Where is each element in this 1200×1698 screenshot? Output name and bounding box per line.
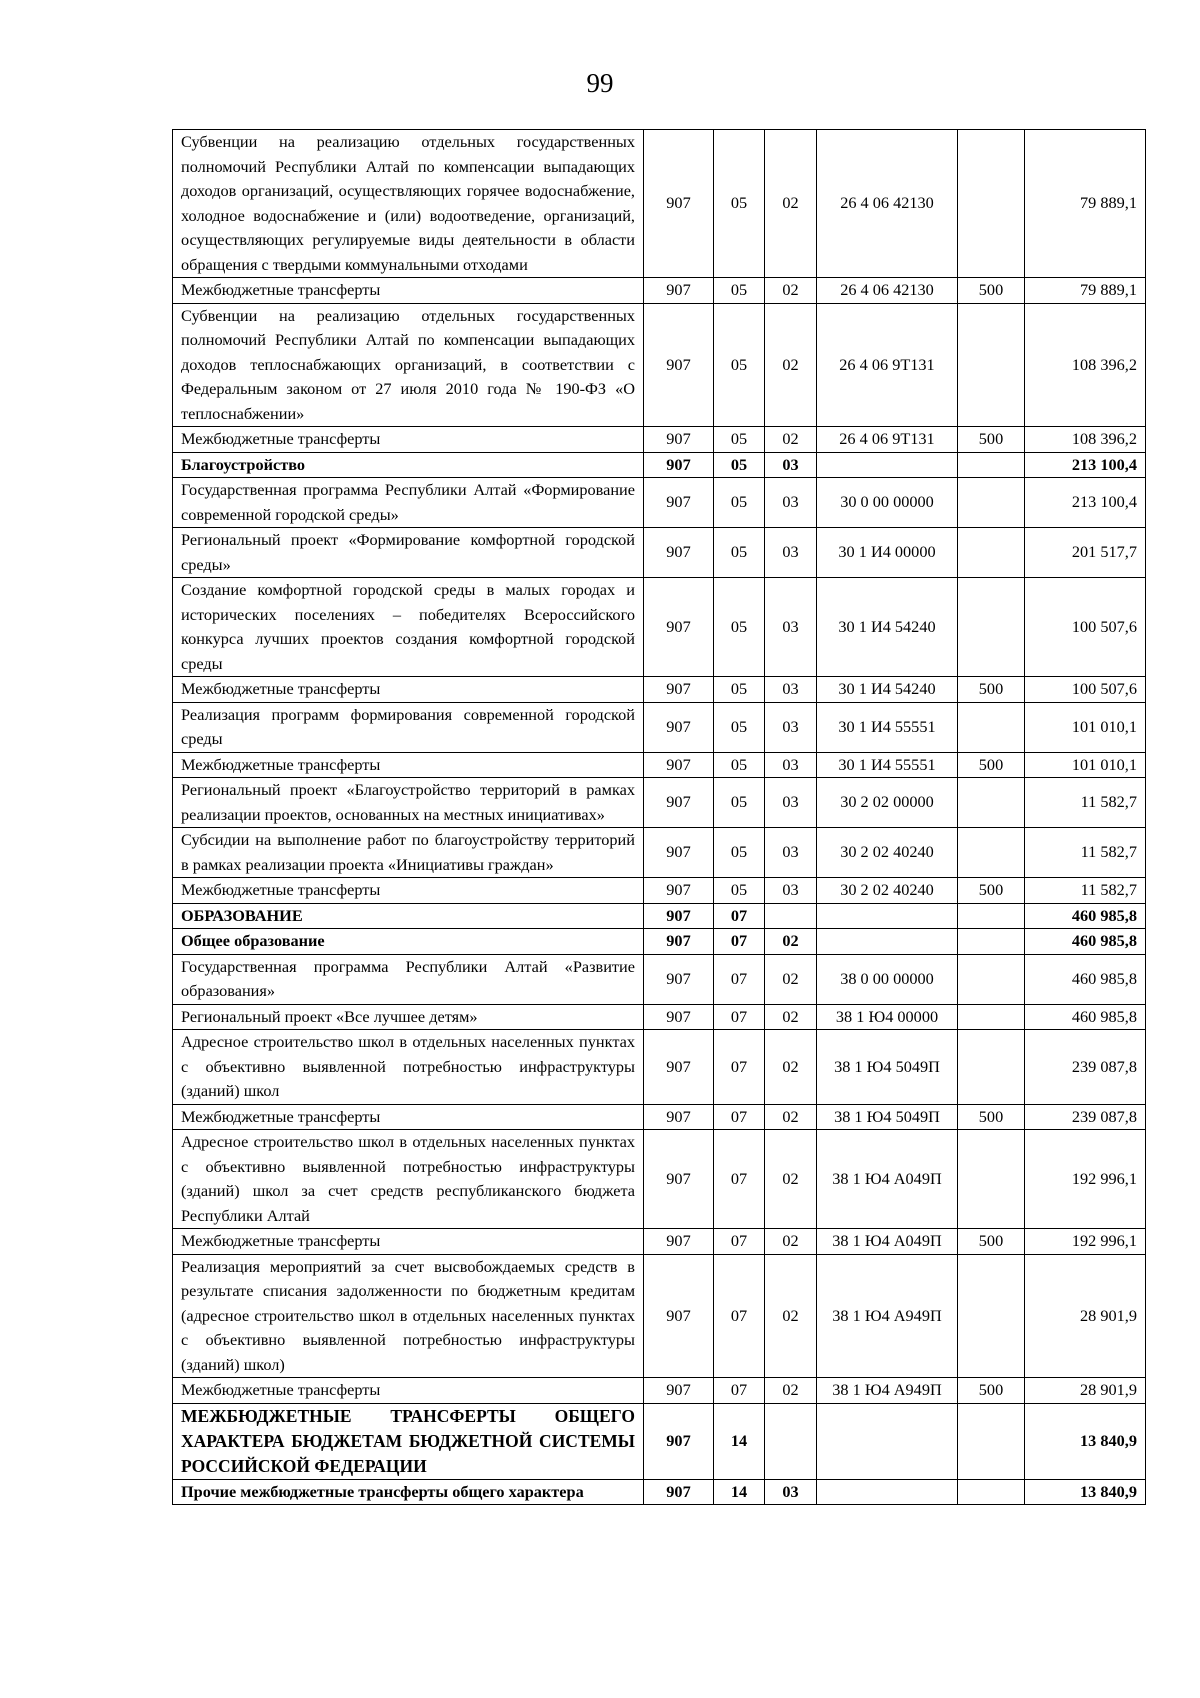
row-target-article-code: 38 1 Ю4 5049П	[817, 1104, 958, 1130]
table-row	[173, 778, 1146, 828]
row-target-article-code: 30 1 И4 55551	[817, 752, 958, 778]
row-name: Межбюджетные трансферты	[173, 1104, 644, 1130]
row-amount: 460 985,8	[1025, 954, 1146, 1004]
row-section-code: 05	[714, 828, 765, 878]
row-name: ОБРАЗОВАНИЕ	[173, 903, 644, 929]
row-subsection-code: 02	[765, 1104, 817, 1130]
row-section-code: 05	[714, 578, 765, 677]
row-target-article-code	[817, 1479, 958, 1505]
row-subsection-code: 02	[765, 130, 817, 278]
row-section-code: 05	[714, 878, 765, 904]
row-section-code: 05	[714, 478, 765, 528]
row-expense-type-code	[958, 578, 1025, 677]
row-grbs-code: 907	[644, 954, 714, 1004]
row-subsection-code: 03	[765, 452, 817, 478]
row-name: Межбюджетные трансферты	[173, 752, 644, 778]
row-subsection-code: 03	[765, 578, 817, 677]
row-section-code: 05	[714, 427, 765, 453]
table-row	[173, 878, 1146, 904]
row-name: Межбюджетные трансферты	[173, 878, 644, 904]
row-subsection-code	[765, 903, 817, 929]
row-section-code: 05	[714, 452, 765, 478]
row-name: Региональный проект «Благоустройство территорий в рамках реализации проектов, основанных на местных инициативах»	[173, 778, 644, 828]
row-target-article-code	[817, 929, 958, 955]
row-amount: 213 100,4	[1025, 478, 1146, 528]
row-target-article-code: 30 2 02 40240	[817, 828, 958, 878]
row-amount: 101 010,1	[1025, 752, 1146, 778]
row-expense-type-code: 500	[958, 752, 1025, 778]
table-row	[173, 427, 1146, 453]
row-subsection-code: 02	[765, 929, 817, 955]
row-grbs-code: 907	[644, 528, 714, 578]
row-target-article-code: 38 1 Ю4 5049П	[817, 1030, 958, 1105]
row-section-code: 05	[714, 677, 765, 703]
row-expense-type-code	[958, 1004, 1025, 1030]
row-amount: 11 582,7	[1025, 878, 1146, 904]
row-expense-type-code	[958, 903, 1025, 929]
row-amount: 100 507,6	[1025, 578, 1146, 677]
row-target-article-code: 30 0 00 00000	[817, 478, 958, 528]
row-section-code: 07	[714, 1378, 765, 1404]
row-section-code: 14	[714, 1479, 765, 1505]
row-subsection-code: 03	[765, 1479, 817, 1505]
table-row	[173, 1479, 1146, 1505]
row-name: Адресное строительство школ в отдельных населенных пунктах с объективно выявленной потребностью инфраструктуры (зданий) школ	[173, 1030, 644, 1105]
row-expense-type-code	[958, 1403, 1025, 1479]
row-expense-type-code: 500	[958, 278, 1025, 304]
row-grbs-code: 907	[644, 1403, 714, 1479]
table-row	[173, 954, 1146, 1004]
row-target-article-code	[817, 1403, 958, 1479]
row-section-code: 07	[714, 1229, 765, 1255]
table-row	[173, 929, 1146, 955]
row-target-article-code: 30 1 И4 54240	[817, 677, 958, 703]
table-row	[173, 903, 1146, 929]
row-grbs-code: 907	[644, 828, 714, 878]
row-amount: 108 396,2	[1025, 303, 1146, 427]
row-expense-type-code	[958, 1030, 1025, 1105]
row-grbs-code: 907	[644, 452, 714, 478]
row-target-article-code	[817, 903, 958, 929]
row-amount: 460 985,8	[1025, 929, 1146, 955]
row-expense-type-code	[958, 828, 1025, 878]
table-row	[173, 702, 1146, 752]
table-row	[173, 303, 1146, 427]
row-target-article-code: 26 4 06 42130	[817, 278, 958, 304]
row-grbs-code: 907	[644, 903, 714, 929]
table-row	[173, 528, 1146, 578]
row-grbs-code: 907	[644, 1030, 714, 1105]
row-target-article-code: 30 2 02 40240	[817, 878, 958, 904]
row-target-article-code: 30 2 02 00000	[817, 778, 958, 828]
table-row	[173, 578, 1146, 677]
row-subsection-code: 02	[765, 1229, 817, 1255]
row-grbs-code: 907	[644, 778, 714, 828]
row-name: Субвенции на реализацию отдельных государственных полномочий Республики Алтай по компенсации выпадающих доходов теплоснабжающих организаций, в соответствии с Федеральным законом от 27 июля 2010 года № 190-ФЗ «О теплоснабжении»	[173, 303, 644, 427]
row-expense-type-code: 500	[958, 427, 1025, 453]
row-name: Межбюджетные трансферты	[173, 278, 644, 304]
row-amount: 108 396,2	[1025, 427, 1146, 453]
table-row	[173, 1104, 1146, 1130]
row-subsection-code: 02	[765, 1030, 817, 1105]
row-grbs-code: 907	[644, 478, 714, 528]
row-amount: 213 100,4	[1025, 452, 1146, 478]
row-amount: 28 901,9	[1025, 1378, 1146, 1404]
row-subsection-code: 03	[765, 752, 817, 778]
row-subsection-code: 02	[765, 278, 817, 304]
row-section-code: 07	[714, 1030, 765, 1105]
table-row	[173, 130, 1146, 278]
row-expense-type-code	[958, 452, 1025, 478]
row-section-code: 05	[714, 130, 765, 278]
row-grbs-code: 907	[644, 1254, 714, 1378]
row-name: Региональный проект «Все лучшее детям»	[173, 1004, 644, 1030]
row-amount: 101 010,1	[1025, 702, 1146, 752]
row-section-code: 07	[714, 1254, 765, 1378]
row-name: Региональный проект «Формирование комфортной городской среды»	[173, 528, 644, 578]
row-expense-type-code	[958, 778, 1025, 828]
row-subsection-code: 02	[765, 1254, 817, 1378]
row-target-article-code: 30 1 И4 55551	[817, 702, 958, 752]
row-name: Субвенции на реализацию отдельных государственных полномочий Республики Алтай по компенсации выпадающих доходов организаций, осуществляющих горячее водоснабжение, холодное водоснабжение и (или) водоотведение, организаций, осуществляющих регулируемые виды деятельности в области обращения с твердыми коммунальными отходами	[173, 130, 644, 278]
row-target-article-code: 30 1 И4 00000	[817, 528, 958, 578]
row-grbs-code: 907	[644, 1378, 714, 1404]
row-subsection-code: 02	[765, 1130, 817, 1229]
row-amount: 11 582,7	[1025, 778, 1146, 828]
row-grbs-code: 907	[644, 1004, 714, 1030]
page-number: 99	[586, 68, 614, 98]
row-target-article-code	[817, 452, 958, 478]
budget-table	[172, 129, 1146, 1505]
row-subsection-code	[765, 1403, 817, 1479]
row-expense-type-code: 500	[958, 677, 1025, 703]
row-section-code: 14	[714, 1403, 765, 1479]
row-expense-type-code	[958, 1479, 1025, 1505]
table-row	[173, 452, 1146, 478]
row-name: Реализация мероприятий за счет высвобождаемых средств в результате списания задолженности по бюджетным кредитам (адресное строительство школ в отдельных населенных пунктах с объективно выявленной потребностью инфраструктуры (зданий) школ)	[173, 1254, 644, 1378]
row-target-article-code: 38 1 Ю4 00000	[817, 1004, 958, 1030]
row-target-article-code: 38 0 00 00000	[817, 954, 958, 1004]
row-section-code: 05	[714, 778, 765, 828]
row-target-article-code: 38 1 Ю4 А949П	[817, 1378, 958, 1404]
row-subsection-code: 03	[765, 702, 817, 752]
row-subsection-code: 03	[765, 677, 817, 703]
row-section-code: 07	[714, 954, 765, 1004]
table-row	[173, 1254, 1146, 1378]
row-amount: 79 889,1	[1025, 130, 1146, 278]
table-row	[173, 1378, 1146, 1404]
row-subsection-code: 03	[765, 878, 817, 904]
row-amount: 239 087,8	[1025, 1030, 1146, 1105]
row-subsection-code: 03	[765, 778, 817, 828]
row-amount: 192 996,1	[1025, 1229, 1146, 1255]
row-section-code: 07	[714, 903, 765, 929]
row-name: Общее образование	[173, 929, 644, 955]
budget-table-body	[173, 130, 1146, 1505]
row-expense-type-code	[958, 929, 1025, 955]
row-expense-type-code	[958, 130, 1025, 278]
row-name: Прочие межбюджетные трансферты общего характера	[173, 1479, 644, 1505]
row-name: Государственная программа Республики Алтай «Развитие образования»	[173, 954, 644, 1004]
row-grbs-code: 907	[644, 677, 714, 703]
row-expense-type-code: 500	[958, 1104, 1025, 1130]
table-row	[173, 1403, 1146, 1479]
row-amount: 28 901,9	[1025, 1254, 1146, 1378]
row-subsection-code: 03	[765, 478, 817, 528]
row-target-article-code: 30 1 И4 54240	[817, 578, 958, 677]
row-name: МЕЖБЮДЖЕТНЫЕ ТРАНСФЕРТЫ ОБЩЕГО ХАРАКТЕРА БЮДЖЕТАМ БЮДЖЕТНОЙ СИСТЕМЫ РОССИЙСКОЙ ФЕДЕРАЦИИ	[173, 1403, 644, 1479]
table-row	[173, 1004, 1146, 1030]
row-name: Благоустройство	[173, 452, 644, 478]
row-amount: 79 889,1	[1025, 278, 1146, 304]
row-amount: 239 087,8	[1025, 1104, 1146, 1130]
row-expense-type-code	[958, 954, 1025, 1004]
row-section-code: 05	[714, 752, 765, 778]
row-section-code: 05	[714, 702, 765, 752]
row-target-article-code: 38 1 Ю4 А049П	[817, 1229, 958, 1255]
row-amount: 100 507,6	[1025, 677, 1146, 703]
row-name: Межбюджетные трансферты	[173, 1229, 644, 1255]
row-section-code: 07	[714, 1130, 765, 1229]
row-name: Адресное строительство школ в отдельных населенных пунктах с объективно выявленной потребностью инфраструктуры (зданий) школ за счет средств республиканского бюджета Республики Алтай	[173, 1130, 644, 1229]
row-subsection-code: 03	[765, 528, 817, 578]
row-expense-type-code	[958, 303, 1025, 427]
row-grbs-code: 907	[644, 929, 714, 955]
row-subsection-code: 02	[765, 954, 817, 1004]
row-expense-type-code	[958, 528, 1025, 578]
row-grbs-code: 907	[644, 130, 714, 278]
table-row	[173, 278, 1146, 304]
row-name: Реализация программ формирования современной городской среды	[173, 702, 644, 752]
table-row	[173, 752, 1146, 778]
row-name: Межбюджетные трансферты	[173, 677, 644, 703]
row-grbs-code: 907	[644, 1130, 714, 1229]
table-row	[173, 478, 1146, 528]
row-grbs-code: 907	[644, 278, 714, 304]
table-row	[173, 677, 1146, 703]
row-amount: 192 996,1	[1025, 1130, 1146, 1229]
table-row	[173, 828, 1146, 878]
table-row	[173, 1229, 1146, 1255]
row-grbs-code: 907	[644, 1104, 714, 1130]
row-target-article-code: 26 4 06 9Т131	[817, 427, 958, 453]
row-name: Межбюджетные трансферты	[173, 427, 644, 453]
row-section-code: 07	[714, 929, 765, 955]
row-target-article-code: 38 1 Ю4 А949П	[817, 1254, 958, 1378]
row-expense-type-code	[958, 702, 1025, 752]
row-amount: 11 582,7	[1025, 828, 1146, 878]
row-subsection-code: 02	[765, 1378, 817, 1404]
row-amount: 460 985,8	[1025, 903, 1146, 929]
row-expense-type-code: 500	[958, 1229, 1025, 1255]
row-name: Субсидии на выполнение работ по благоустройству территорий в рамках реализации проекта «Инициативы граждан»	[173, 828, 644, 878]
row-grbs-code: 907	[644, 878, 714, 904]
row-name: Государственная программа Республики Алтай «Формирование современной городской среды»	[173, 478, 644, 528]
row-name: Создание комфортной городской среды в малых городах и исторических поселениях – победителях Всероссийского конкурса лучших проектов создания комфортной городской среды	[173, 578, 644, 677]
row-grbs-code: 907	[644, 702, 714, 752]
row-subsection-code: 02	[765, 427, 817, 453]
row-section-code: 07	[714, 1104, 765, 1130]
row-grbs-code: 907	[644, 427, 714, 453]
row-target-article-code: 26 4 06 42130	[817, 130, 958, 278]
table-row	[173, 1030, 1146, 1105]
row-section-code: 07	[714, 1004, 765, 1030]
row-grbs-code: 907	[644, 303, 714, 427]
row-section-code: 05	[714, 303, 765, 427]
row-expense-type-code: 500	[958, 878, 1025, 904]
row-name: Межбюджетные трансферты	[173, 1378, 644, 1404]
row-grbs-code: 907	[644, 578, 714, 677]
row-section-code: 05	[714, 278, 765, 304]
row-amount: 460 985,8	[1025, 1004, 1146, 1030]
row-grbs-code: 907	[644, 1229, 714, 1255]
row-target-article-code: 26 4 06 9Т131	[817, 303, 958, 427]
row-expense-type-code: 500	[958, 1378, 1025, 1404]
row-target-article-code: 38 1 Ю4 А049П	[817, 1130, 958, 1229]
row-expense-type-code	[958, 1130, 1025, 1229]
row-subsection-code: 02	[765, 1004, 817, 1030]
row-expense-type-code	[958, 1254, 1025, 1378]
row-amount: 201 517,7	[1025, 528, 1146, 578]
row-section-code: 05	[714, 528, 765, 578]
row-amount: 13 840,9	[1025, 1479, 1146, 1505]
row-grbs-code: 907	[644, 752, 714, 778]
row-expense-type-code	[958, 478, 1025, 528]
row-grbs-code: 907	[644, 1479, 714, 1505]
row-subsection-code: 02	[765, 303, 817, 427]
row-amount: 13 840,9	[1025, 1403, 1146, 1479]
row-subsection-code: 03	[765, 828, 817, 878]
table-row	[173, 1130, 1146, 1229]
